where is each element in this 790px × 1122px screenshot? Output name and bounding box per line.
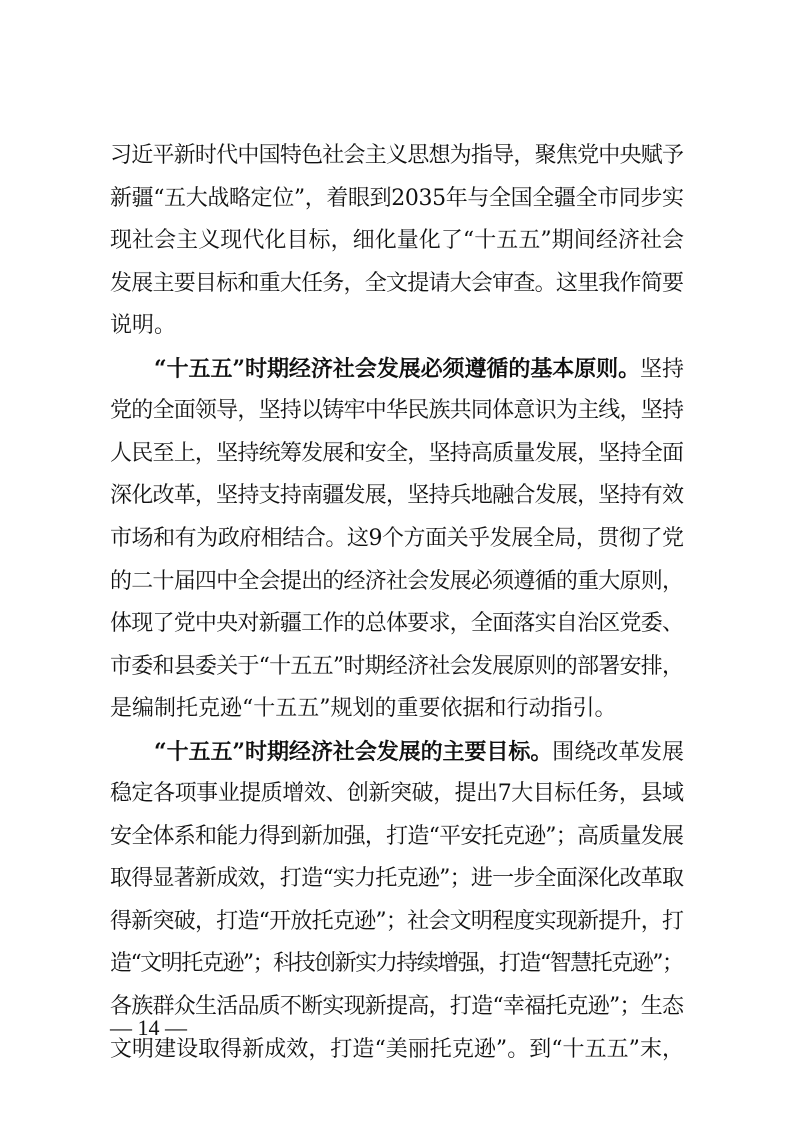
text-line xyxy=(0,774,790,814)
text-line xyxy=(0,859,790,899)
line-text xyxy=(110,902,683,942)
text-line xyxy=(0,476,790,516)
text-run: 得新突破，打造“开放托克逊”；社会文明程度实现新提升，打 xyxy=(110,908,684,934)
line-text xyxy=(110,859,683,899)
line-text xyxy=(110,264,683,304)
text-run: 市委和县委关于“十五五”时期经济社会发展原则的部署安排， xyxy=(110,653,684,679)
line-text xyxy=(110,1030,684,1070)
line-text xyxy=(110,476,683,516)
text-run: 说明。 xyxy=(110,313,177,339)
text-run: 习近平新时代中国特色社会主义思想为指导，聚焦党中央赋予 xyxy=(110,143,684,168)
text-line xyxy=(0,732,790,772)
text-line xyxy=(0,817,790,857)
text-run: 取得显著新成效，打造“实力托克逊”；进一步全面深化改革取 xyxy=(110,866,684,892)
text-line xyxy=(0,604,790,644)
bold-lead-text: “十五五”时期经济社会发展的主要目标。 xyxy=(154,738,553,765)
text-run: 稳定各项事业提质增效、创新突破，提出7大目标任务，县域 xyxy=(110,781,684,807)
text-line xyxy=(0,221,790,261)
text-run: 是编制托克逊“十五五”规划的重要依据和行动指引。 xyxy=(110,696,617,722)
line-text xyxy=(110,774,684,814)
text-run: 的二十届四中全会提出的经济社会发展必须遵循的重大原则， xyxy=(110,568,684,594)
text-line xyxy=(0,434,790,474)
text-run: 文明建设取得新成效，打造“美丽托克逊”。到“十五五”末， xyxy=(110,1036,685,1062)
line-text xyxy=(110,817,683,857)
text-run: 安全体系和能力得到新加强，打造“平安托克逊”；高质量发展 xyxy=(110,823,684,849)
text-line xyxy=(0,306,790,346)
line-text xyxy=(110,179,684,219)
text-run: 围绕改革发展 xyxy=(552,739,684,765)
text-line xyxy=(0,264,790,304)
text-run: 各族群众生活品质不断实现新提高，打造“幸福托克逊”；生态 xyxy=(110,994,684,1019)
line-text xyxy=(110,221,684,261)
text-run: 体现了党中央对新疆工作的总体要求，全面落实自治区党委、 xyxy=(110,611,684,637)
text-run: 现社会主义现代化目标，细化量化了“十五五”期间经济社会 xyxy=(110,228,685,254)
text-line xyxy=(0,136,790,176)
line-text xyxy=(110,136,683,176)
line-text xyxy=(110,604,683,644)
text-line xyxy=(0,562,790,602)
text-line xyxy=(0,689,790,729)
page-number: — 14 — xyxy=(110,1015,187,1040)
text-run: 市场和有为政府相结合。这9个方面关乎发展全局，贯彻了党 xyxy=(110,525,684,551)
line-text xyxy=(110,391,683,431)
text-run: 坚持 xyxy=(640,356,684,382)
text-line xyxy=(0,391,790,431)
line-text xyxy=(110,647,683,687)
line-text xyxy=(110,519,684,559)
text-line xyxy=(0,519,790,559)
bold-lead-text: “十五五”时期经济社会发展必须遵循的基本原则。 xyxy=(154,355,641,382)
text-run: 发展主要目标和重大任务，全文提请大会审查。这里我作简要 xyxy=(110,270,684,296)
text-line xyxy=(0,179,790,219)
text-run: 党的全面领导，坚持以铸牢中华民族共同体意识为主线，坚持 xyxy=(110,398,684,424)
text-line xyxy=(0,647,790,687)
line-text xyxy=(110,434,683,474)
line-text xyxy=(110,689,617,729)
line-text xyxy=(110,987,683,1027)
text-line xyxy=(0,902,790,942)
line-text xyxy=(110,306,176,346)
text-run: 深化改革，坚持支持南疆发展，坚持兵地融合发展，坚持有效 xyxy=(110,483,684,509)
text-run: 造“文明托克逊”；科技创新实力持续增强，打造“智慧托克逊”； xyxy=(110,951,683,977)
line-text xyxy=(154,349,684,390)
text-run: 新疆“五大战略定位”，着眼到2035年与全国全疆全市同步实 xyxy=(110,185,684,211)
line-text xyxy=(110,944,683,984)
line-text xyxy=(154,732,684,773)
text-line xyxy=(0,349,790,389)
text-line xyxy=(0,944,790,984)
text-run: 人民至上，坚持统筹发展和安全，坚持高质量发展，坚持全面 xyxy=(110,440,684,466)
line-text xyxy=(110,562,683,602)
